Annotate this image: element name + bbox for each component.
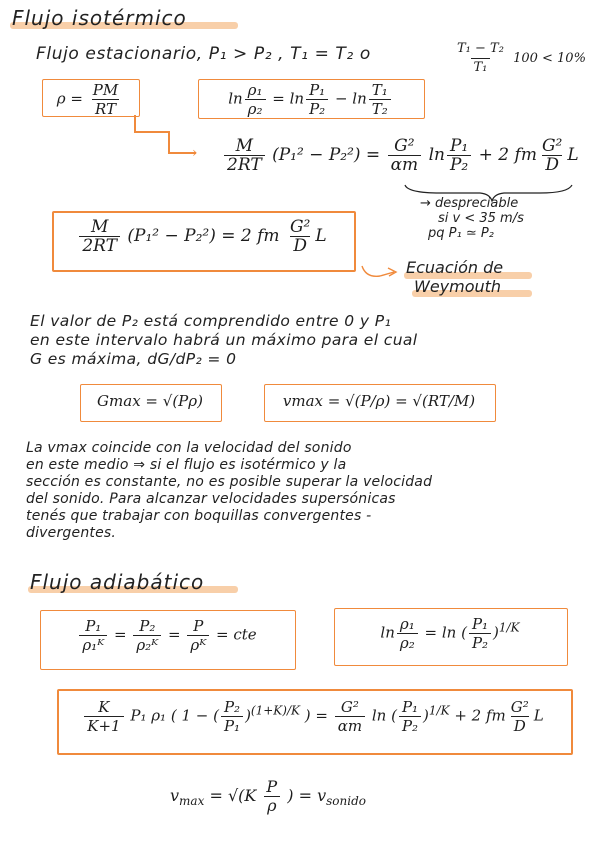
paragraph-2-line-4: del sonido. Para alcanzar velocidades supersónicas — [26, 491, 396, 507]
criterion-numerator: T₁ − T₂ — [457, 41, 504, 56]
polytropic-equation: $\frac{\text{P₁}}{\text{ρ₁ᴷ}}$ = $\frac{\text{P₂}}{\text{ρ₂ᴷ}}$ = $\frac{P}{\text{ρᴷ}}$ = cte — [42, 617, 292, 654]
paragraph-2-line-3: sección es constante, no es posible superar la velocidad — [26, 474, 433, 490]
paragraph-2-line-5: tenés que trabajar con boquillas convergentes - — [26, 508, 372, 524]
adiabatic-log-equation: ln $\frac{\text{ρ₁}}{\text{ρ₂}}$ = ln ( $\frac{\text{P₁}}{\text{P₂}}$ )$^{1/K}$ — [380, 615, 520, 652]
criterion-denominator: T₁ — [471, 58, 491, 77]
density-equation: ρ = $\frac{PM}{RT}$ — [56, 81, 119, 118]
log-ratio-equation: ln $\frac{\text{ρ₁}}{\text{ρ₂}}$ = ln $\frac{\text{P₁}}{\text{P₂}}$ − ln $\frac{\text{T₁}}{\text{T₂}}$ — [200, 81, 421, 118]
connector-line-vertical — [134, 115, 136, 132]
paragraph-2-line-1: La vmax coincide con la velocidad del sonido — [26, 440, 352, 456]
paragraph-1-line-3: G es máxima, dG/dP₂ = 0 — [30, 350, 237, 368]
negligible-note-line-1: → despreciable — [420, 196, 519, 211]
section-title-isothermal: Flujo isotérmico — [12, 6, 187, 30]
section-title-adiabatic: Flujo adiabático — [30, 570, 205, 594]
paragraph-maximum-g — [30, 312, 590, 369]
paragraph-2-line-6: divergentes. — [26, 525, 117, 541]
negligible-note-line-2: si v < 35 m/s — [438, 211, 524, 226]
paragraph-sound-speed — [26, 440, 592, 542]
subtitle-steady-flow: Flujo estacionario, P₁ > P₂ , T₁ = T₂ o — [36, 44, 371, 64]
weymouth-equation: $\frac{M}{2RT}$ (P₁² − P₂²) = 2 fm $\frac{\text{G²}}{D}$ L — [56, 218, 348, 255]
paragraph-1-line-2: en este intervalo habrá un máximo para el cual — [30, 331, 418, 349]
adiabatic-full-equation: $\frac{K}{K+1}$ P₁ ρ₁ ( 1 − ( $\frac{\text{P₂}}{\text{P₁}}$ )$^{(1+K)/K}$ ) = $\frac{\text{G²}}{\alpha m}$ ln ( $\frac{\text{P₁}}{\text{P₂}}$ )$^{1/K}$ + 2 fm $\frac{\text{G²}}{D}$ L — [60, 698, 566, 735]
curved-arrow-icon — [358, 262, 402, 282]
gmax-equation: Gmax = √(Pρ) — [97, 392, 203, 410]
connector-arrow-icon: › — [192, 145, 198, 161]
negligible-note-line-3: pq P₁ ≃ P₂ — [428, 226, 494, 241]
isothermal-full-equation: $\frac{M}{2RT}$ (P₁² − P₂²) = $\frac{\text{G²}}{\alpha m}$ ln $\frac{\text{P₁}}{\text{P₂}}$ + 2 fm $\frac{\text{G²}}{D}$ L — [222, 137, 579, 174]
criterion-tail: 100 < 10% — [513, 51, 586, 66]
adiabatic-vmax-equation: $v_{max} = √(K$ $\frac{P}{\rho}$ ) = $v_{sonido}$ — [170, 777, 366, 815]
connector-line-horizontal-1 — [134, 131, 169, 133]
vmax-equation: vmax = √(P/ρ) = √(RT/M) — [282, 392, 476, 410]
connector-line-vertical-2 — [168, 131, 170, 153]
paragraph-1-line-1: El valor de P₂ está comprendido entre 0 y P₁ — [30, 312, 392, 330]
criterion-fraction — [452, 40, 586, 77]
weymouth-label-line-2: Weymouth — [414, 277, 502, 296]
weymouth-label-line-1: Ecuación de — [406, 258, 504, 277]
weymouth-label — [406, 258, 503, 296]
paragraph-2-line-2: en este medio ⇒ si el flujo es isotérmico y la — [26, 457, 347, 473]
negligible-note — [420, 196, 524, 241]
